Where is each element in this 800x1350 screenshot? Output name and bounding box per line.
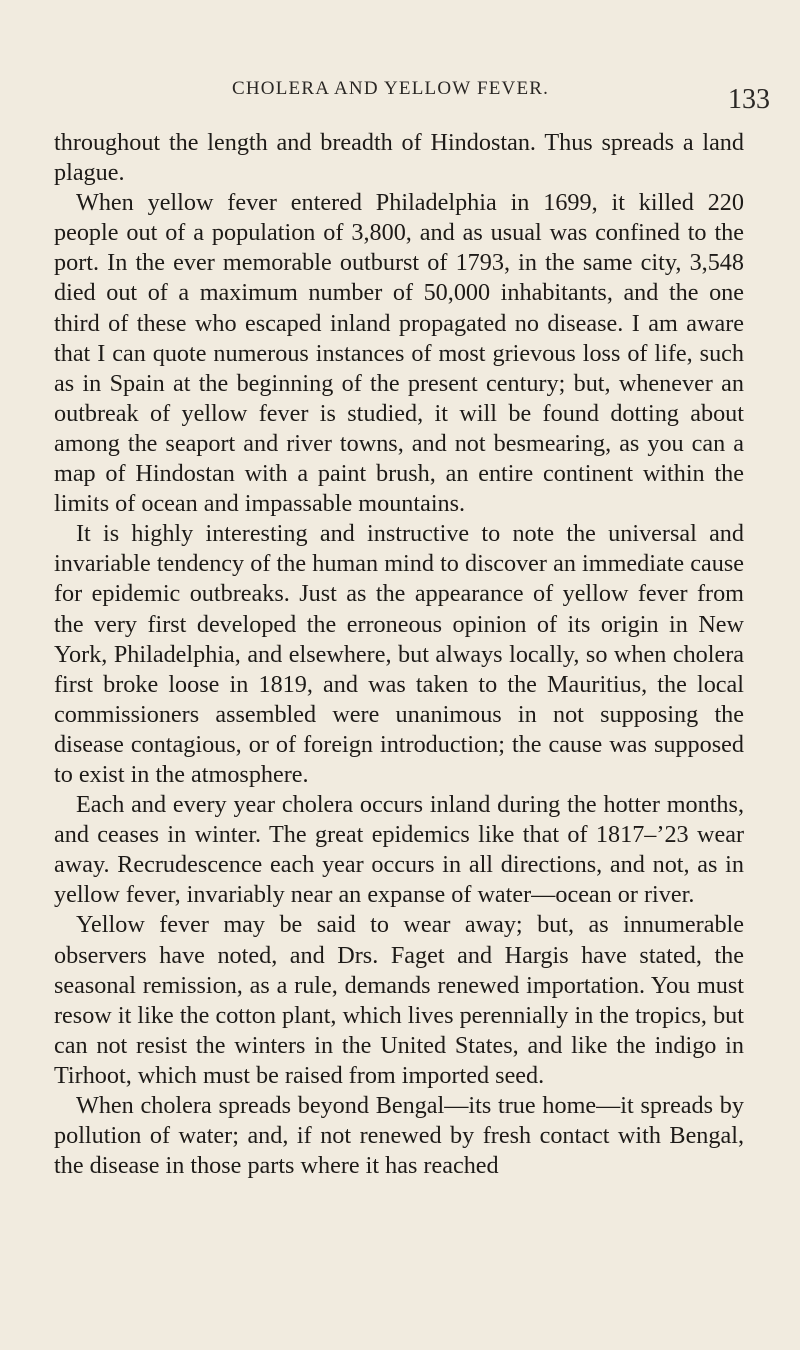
paragraph-continuation: throughout the length and breadth of Hindostan. Thus spreads a land plague. <box>54 129 744 187</box>
page-number: 133 <box>728 84 770 115</box>
paragraph-seasonal-cholera: Each and every year cholera occurs inland during the hotter months, and ceases in winter. The great epidemics like that of 1817–’23 wear away. Recrudescence each year occurs in all directions, and not, as in yellow fever, invariably near an expanse of water—ocean or river. <box>54 791 744 909</box>
paragraph-immediate-cause: It is highly interesting and instructive to note the universal and invariable tendency of the human mind to discover an immediate cause for epidemic outbreaks. Just as the appearance of yellow fever from the very first developed the erroneous opinion of its origin in New York, Philadelphia, and elsewhere, but always locally, so when cholera first broke loose in 1819, and was taken to the Mauritius, the local commissioners assembled were unanimous in not supposing the disease contagious, or of foreign introduction; the cause was supposed to exist in the atmosphere. <box>54 520 744 788</box>
running-head <box>60 78 780 118</box>
paragraph-cholera-spread: When cholera spreads beyond Bengal—its true home—it spreads by pollution of water; and, if not renewed by fresh contact with Bengal, the disease in those parts where it has reached <box>54 1092 744 1180</box>
body-text <box>54 128 744 1181</box>
paragraph-philadelphia: When yellow fever entered Philadelphia in 1699, it killed 220 people out of a population of 3,800, and as usual was confined to the port. In the ever memorable outburst of 1793, in the same city, 3,548 died out of a maximum number of 50,000 inhabitants, and the one third of these who escaped inland propagated no disease. I am aware that I can quote numerous instances of most grievous loss of life, such as in Spain at the beginning of the present century; but, whenever an outbreak of yellow fever is studied, it will be found dotting about among the seaport and river towns, and not besmearing, as you can a map of Hindostan with a paint brush, an entire continent within the limits of ocean and impassable mountains. <box>54 189 744 518</box>
paragraph-yellow-fever-remission: Yellow fever may be said to wear away; but, as innumerable observers have noted, and Drs. Faget and Hargis have stated, the seasonal remission, as a rule, demands renewed importation. You must resow it like the cotton plant, which lives perennially in the tropics, but can not resist the winters in the United States, and like the indigo in Tirhoot, which must be raised from imported seed. <box>54 911 744 1089</box>
running-title: CHOLERA AND YELLOW FEVER. <box>232 78 550 99</box>
